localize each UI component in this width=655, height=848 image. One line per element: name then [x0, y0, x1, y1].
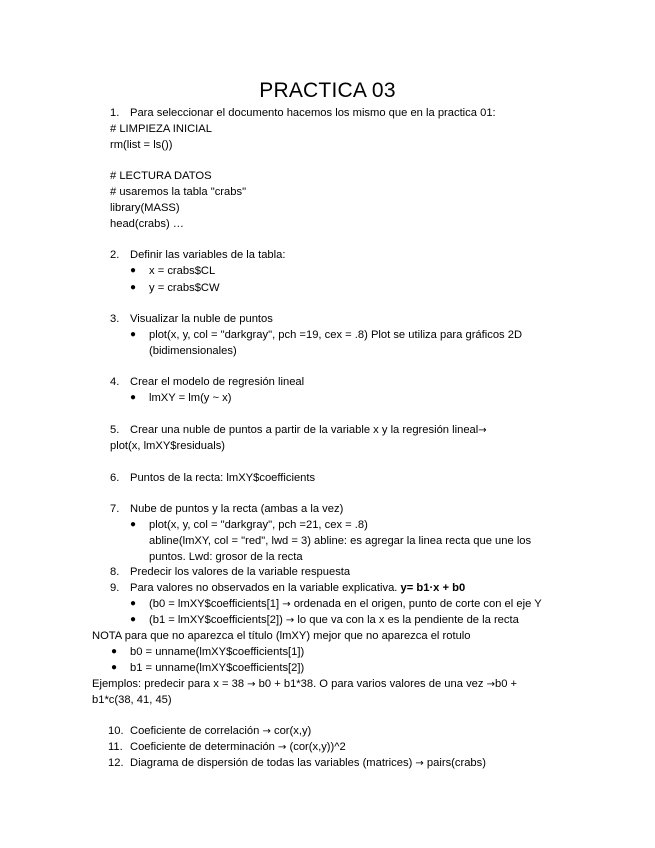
item-number: 12. — [108, 757, 124, 769]
code-line: library(MASS) — [110, 202, 180, 214]
item-text: Definir las variables de la tabla: — [130, 249, 286, 261]
item-number: 10. — [108, 725, 124, 737]
item-number: 8. — [110, 566, 120, 578]
item-text: Crear el modelo de regresión lineal — [130, 376, 305, 388]
item-number: 6. — [110, 472, 120, 484]
arrow-right-icon: → — [478, 425, 487, 436]
item-result: (cor(x,y))^2 — [289, 741, 346, 753]
item-number: 2. — [110, 249, 120, 261]
item-number: 9. — [110, 582, 120, 594]
bullet-icon: ● — [130, 329, 137, 340]
item-text-main: Crear una nuble de puntos a partir de la variable x y la regresión lineal — [130, 424, 479, 436]
item-number: 7. — [110, 503, 120, 515]
bullet-text: b0 = unname(lmXY$coefficients[1]) — [130, 646, 305, 658]
bullet-text: lmXY = lm(y ~ x) — [149, 392, 232, 404]
item-text-main: Coeficiente de determinación — [130, 741, 275, 753]
example-text-part: Ejemplos: predecir para x = 38 — [92, 678, 245, 690]
bullet-text — [149, 612, 519, 629]
bullet-text: plot(x, y, col = "darkgray", pch =19, cex = .8) Plot se utiliza para gráficos 2D — [149, 329, 523, 341]
arrow-right-icon: → — [282, 599, 291, 610]
bullet-text-code: (b1 = lmXY$coefficients[2]) — [149, 614, 283, 626]
bullet-text-cont: abline(lmXY, col = "red", lwd = 3) abline: es agregar la linea recta que une los — [149, 535, 532, 547]
arrow-right-icon: → — [278, 742, 287, 753]
item-number: 3. — [110, 313, 120, 325]
item-text — [130, 422, 487, 439]
item-text: Para seleccionar el documento hacemos los mismo que en la practica 01: — [130, 107, 496, 119]
bullet-icon: ● — [130, 598, 137, 609]
example-text — [92, 676, 517, 693]
bullet-icon: ● — [130, 614, 137, 625]
item-text — [130, 723, 311, 740]
item-text: Puntos de la recta: lmXY$coefficients — [130, 472, 316, 484]
arrow-right-icon: → — [486, 679, 495, 690]
formula: y= b1·x + b0 — [400, 582, 466, 594]
bullet-text-desc: lo que va con la x es la pendiente de la recta — [297, 614, 519, 626]
item-text — [130, 580, 465, 596]
bullet-text-cont: (bidimensionales) — [149, 345, 237, 357]
bullet-text: y = crabs$CW — [149, 282, 220, 294]
bullet-text-cont: puntos. Lwd: grosor de la recta — [149, 551, 303, 563]
item-result: pairs(crabs) — [426, 757, 486, 769]
code-line: head(crabs) … — [110, 218, 184, 230]
bullet-text: b1 = unname(lmXY$coefficients[2]) — [130, 662, 305, 674]
example-text-part: b0 + b1*38. O para varios valores de una vez — [258, 678, 484, 690]
bullet-icon: ● — [130, 519, 137, 530]
item-text: Visualizar la nuble de puntos — [130, 313, 273, 325]
item-number: 11. — [108, 741, 123, 753]
arrow-right-icon: → — [247, 679, 256, 690]
item-text-main: Diagrama de dispersión de todas las variables (matrices) — [130, 757, 413, 769]
bullet-icon: ● — [130, 265, 137, 276]
item-text: Nube de puntos y la recta (ambas a la vez) — [130, 503, 344, 515]
item-text-main: Para valores no observados en la variable explicativa. — [130, 582, 398, 594]
bullet-icon: ● — [130, 392, 137, 403]
item-number: 5. — [110, 424, 120, 436]
bullet-text-code: (b0 = lmXY$coefficients[1] — [149, 598, 280, 610]
item-number: 4. — [110, 376, 120, 388]
code-line: # LIMPIEZA INICIAL — [110, 123, 212, 135]
bullet-text: plot(x, y, col = "darkgray", pch =21, cex = .8) — [149, 519, 368, 531]
item-text: Predecir los valores de la variable respuesta — [130, 566, 351, 578]
item-text-main: Coeficiente de correlación — [130, 725, 260, 737]
bullet-text — [149, 596, 542, 613]
bullet-icon: ● — [111, 662, 118, 673]
bullet-icon: ● — [130, 282, 137, 293]
arrow-right-icon: → — [262, 726, 271, 737]
code-line: # LECTURA DATOS — [110, 170, 212, 182]
code-line: plot(x, lmXY$residuals) — [110, 440, 226, 452]
code-line: # usaremos la tabla "crabs" — [110, 186, 247, 198]
item-text — [130, 739, 346, 756]
bullet-icon: ● — [111, 646, 118, 657]
item-result: cor(x,y) — [273, 725, 312, 737]
item-text — [130, 755, 486, 772]
bullet-text: x = crabs$CL — [149, 265, 216, 277]
page-title: PRACTICA 03 — [259, 79, 396, 102]
bullet-text-desc: ordenada en el origen, punto de corte con el eje Y — [293, 598, 542, 610]
arrow-right-icon: → — [285, 615, 295, 626]
code-line: rm(list = ls()) — [110, 139, 173, 151]
example-text-cont: b1*c(38, 41, 45) — [92, 694, 172, 706]
note-text: NOTA para que no aparezca el título (lmXY) mejor que no aparezca el rotulo — [92, 630, 471, 642]
arrow-right-icon: → — [415, 758, 424, 769]
item-number: 1. — [110, 107, 120, 119]
example-text-part: b0 + — [494, 678, 518, 690]
